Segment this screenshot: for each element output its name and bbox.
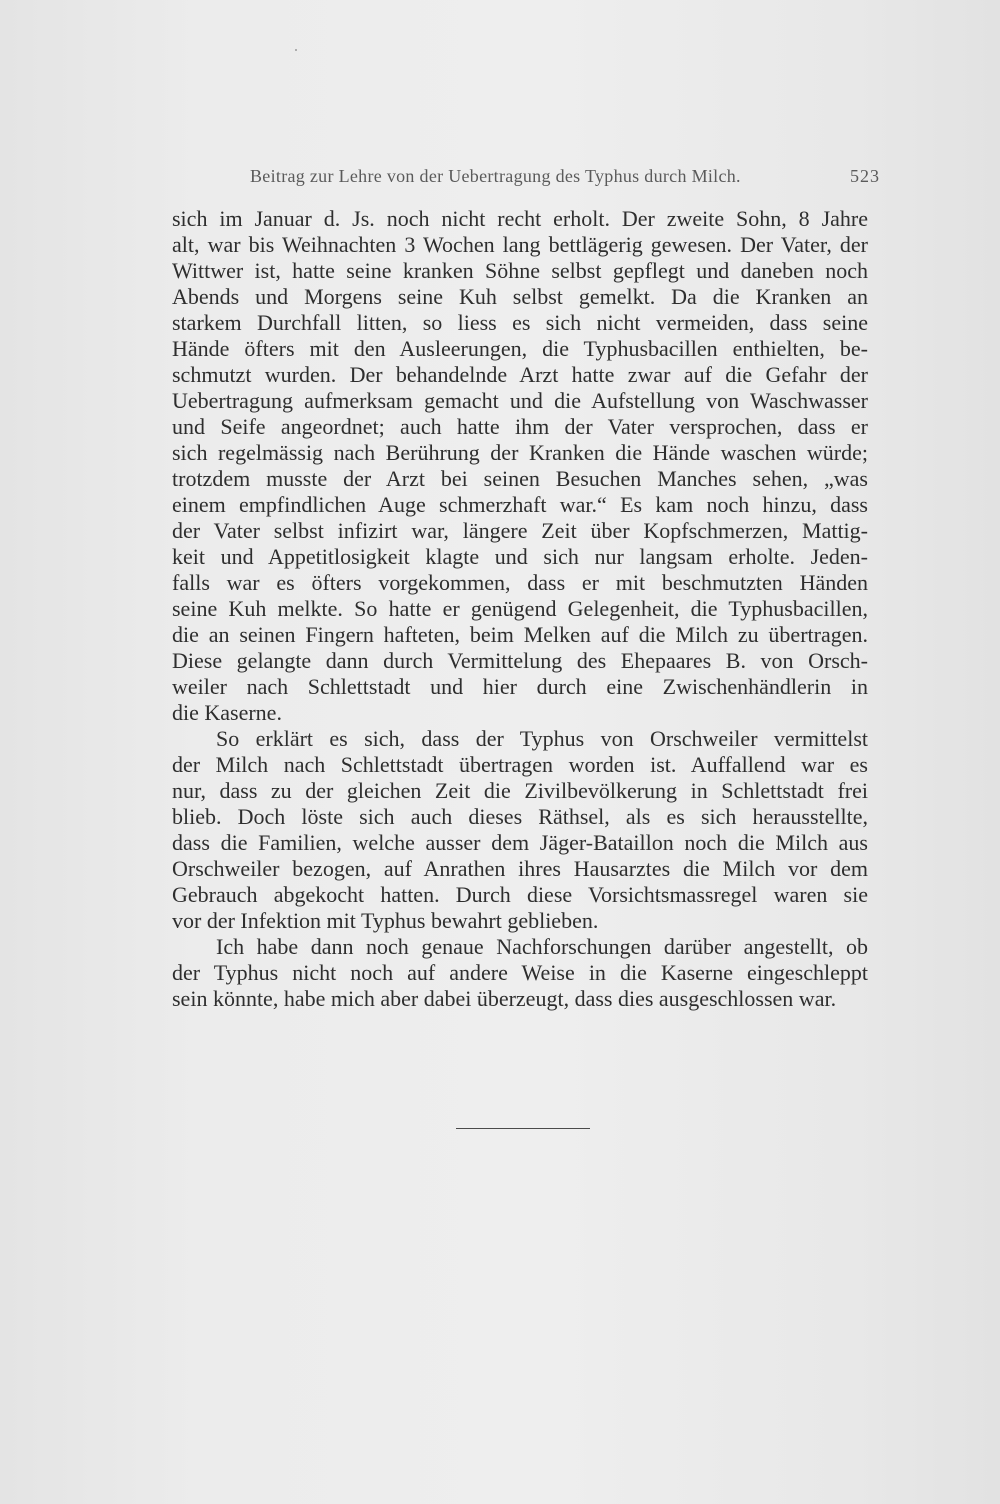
paragraph-start-line: Ich habe dann noch genaue Nachforschungen darüber angestellt, ob	[216, 934, 868, 959]
text-line: schmutzt wurden. Der behandelnde Arzt hatte zwar auf die Gefahr der	[172, 362, 868, 387]
text-line: seine Kuh melkte. So hatte er genügend Gelegenheit, die Typhusbacillen,	[172, 596, 868, 621]
running-title: Beitrag zur Lehre von der Uebertragung des Typhus durch Milch.	[250, 166, 741, 186]
text-line: keit und Appetitlosigkeit klagte und sich nur langsam erholte. Jeden-	[172, 544, 868, 569]
text-line: dass die Familien, welche ausser dem Jäger-Bataillon noch die Milch aus	[172, 830, 868, 855]
running-header	[250, 166, 880, 190]
text-line: starkem Durchfall litten, so liess es sich nicht vermeiden, dass seine	[172, 310, 868, 335]
text-line: Orschweiler bezogen, auf Anrathen ihres Hausarztes die Milch vor dem	[172, 856, 868, 881]
paragraph-end-line: vor der Infektion mit Typhus bewahrt geblieben.	[172, 908, 599, 933]
text-line: falls war es öfters vorgekommen, dass er mit beschmutzten Händen	[172, 570, 868, 595]
page-number: 523	[850, 166, 880, 186]
text-line: Diese gelangte dann durch Vermittelung des Ehepaares B. von Orsch-	[172, 648, 868, 673]
body-text	[172, 206, 868, 1012]
text-line: nur, dass zu der gleichen Zeit die Zivilbevölkerung in Schlettstadt frei	[172, 778, 868, 803]
text-line: Uebertragung aufmerksam gemacht und die Aufstellung von Waschwasser	[172, 388, 868, 413]
text-line: trotzdem musste der Arzt bei seinen Besuchen Manches sehen, „was	[172, 466, 868, 491]
text-line: sich regelmässig nach Berührung der Kranken die Hände waschen würde;	[172, 440, 868, 465]
text-line: Hände öfters mit den Ausleerungen, die Typhusbacillen enthielten, be-	[172, 336, 868, 361]
paper-speck	[295, 49, 297, 51]
text-line: Gebrauch abgekocht hatten. Durch diese Vorsichtsmassregel waren sie	[172, 882, 868, 907]
text-line: der Milch nach Schlettstadt übertragen worden ist. Auffallend war es	[172, 752, 868, 777]
text-line: der Typhus nicht noch auf andere Weise in die Kaserne eingeschleppt	[172, 960, 868, 985]
text-line: alt, war bis Weihnachten 3 Wochen lang bettlägerig gewesen. Der Vater, der	[172, 232, 868, 257]
paragraph-end-line: sein könnte, habe mich aber dabei überzeugt, dass dies ausgeschlossen war.	[172, 986, 837, 1011]
text-line: blieb. Doch löste sich auch dieses Räthsel, als es sich herausstellte,	[172, 804, 868, 829]
text-line: Abends und Morgens seine Kuh selbst gemelkt. Da die Kranken an	[172, 284, 868, 309]
section-end-rule	[456, 1128, 590, 1129]
text-line: weiler nach Schlettstadt und hier durch eine Zwischenhändlerin in	[172, 674, 868, 699]
text-line: die an seinen Fingern hafteten, beim Melken auf die Milch zu übertragen.	[172, 622, 868, 647]
text-line: einem empfindlichen Auge schmerzhaft war.“ Es kam noch hinzu, dass	[172, 492, 868, 517]
text-line: der Vater selbst infizirt war, längere Zeit über Kopfschmerzen, Mattig-	[172, 518, 868, 543]
paragraph-end-line: die Kaserne.	[172, 700, 282, 725]
text-line: Wittwer ist, hatte seine kranken Söhne selbst gepflegt und daneben noch	[172, 258, 868, 283]
text-line: und Seife angeordnet; auch hatte ihm der Vater versprochen, dass er	[172, 414, 868, 439]
paragraph-start-line: So erklärt es sich, dass der Typhus von Orschweiler vermittelst	[216, 726, 868, 751]
text-line: sich im Januar d. Js. noch nicht recht erholt. Der zweite Sohn, 8 Jahre	[172, 206, 868, 231]
